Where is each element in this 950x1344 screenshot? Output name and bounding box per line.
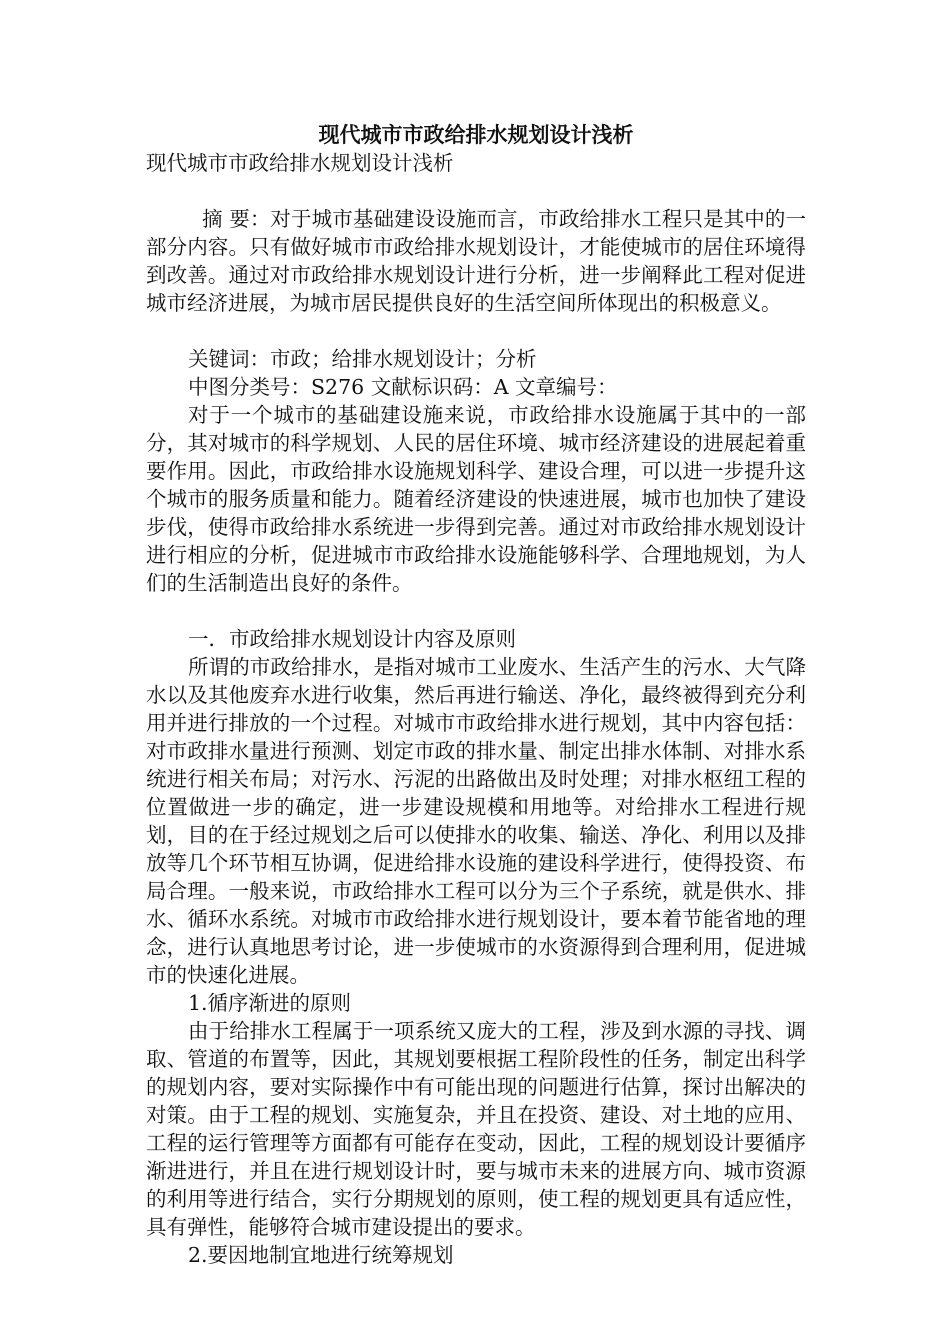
classification-line: 中图分类号：S276 文献标识码：A 文章编号： xyxy=(188,375,618,399)
document-body xyxy=(146,121,806,1269)
spacer xyxy=(146,317,806,345)
subsection1-heading: 1.循序渐进的原则 xyxy=(188,991,352,1015)
keywords-line: 关键词：市政；给排水规划设计；分析 xyxy=(188,347,537,371)
intro-paragraph: 对于一个城市的基础建设施来说，市政给排水设施属于其中的一部分，其对城市的科学规划、人民的居住环境、城市经济建设的进展起着重要作用。因此，市政给排水设施规划科学、建设合理，可以进一步提升这个城市的服务质量和能力。随着经济建设的快速进展，城市也加快了建设步伐，使得市政给排水系统进一步得到完善。通过对市政给排水规划设计进行相应的分析，促进城市市政给排水设施能够科学、合理地规划，为人们的生活制造出良好的条件。 xyxy=(146,403,806,595)
document-title: 现代城市市政给排水规划设计浅析 xyxy=(318,122,634,147)
spacer xyxy=(146,597,806,625)
subsection1-paragraph: 由于给排水工程属于一项系统又庞大的工程，涉及到水源的寻找、调取、管道的布置等，因此，其规划要根据工程阶段性的任务，制定出科学的规划内容，要对实际操作中有可能出现的问题进行估算，探讨出解决的对策。由于工程的规划、实施复杂，并且在投资、建设、对土地的应用、工程的运行管理等方面都有可能存在变动，因此，工程的规划设计要循序渐进进行，并且在进行规划设计时，要与城市未来的进展方向、城市资源的利用等进行结合，实行分期规划的原则，使工程的规划更具有适应性，具有弹性，能够符合城市建设提出的要求。 xyxy=(146,1019,806,1239)
abstract-paragraph: 摘 要：对于城市基础建设设施而言，市政给排水工程只是其中的一部分内容。只有做好城市市政给排水规划设计，才能使城市的居住环境得到改善。通过对市政给排水规划设计进行分析，进一步阐释此工程对促进城市经济进展，为城市居民提供良好的生活空间所体现出的积极意义。 xyxy=(146,207,806,315)
section1-paragraph: 所谓的市政给排水，是指对城市工业废水、生活产生的污水、大气降水以及其他废弃水进行收集，然后再进行输送、净化，最终被得到充分利用并进行排放的一个过程。对城市市政给排水进行规划，其中内容包括：对市政排水量进行预测、划定市政的排水量、制定出排水体制、对排水系统进行相关布局；对污水、污泥的出路做出及时处理；对排水枢纽工程的位置做进一步的确定，进一步建设规模和用地等。对给排水工程进行规划，目的在于经过规划之后可以使排水的收集、输送、净化、利用以及排放等几个环节相互协调，促进给排水设施的建设科学进行，使得投资、布局合理。一般来说，市政给排水工程可以分为三个子系统，就是供水、排水、循环水系统。对城市市政给排水进行规划设计，要本着节能省地的理念，进行认真地思考讨论，进一步使城市的水资源得到合理利用，促进城市的快速化进展。 xyxy=(146,655,806,987)
document-subtitle: 现代城市市政给排水规划设计浅析 xyxy=(146,151,454,175)
spacer xyxy=(146,177,806,205)
section1-heading: 一．市政给排水规划设计内容及原则 xyxy=(188,627,516,651)
subsection2-heading: 2.要因地制宜地进行统筹规划 xyxy=(188,1243,454,1267)
